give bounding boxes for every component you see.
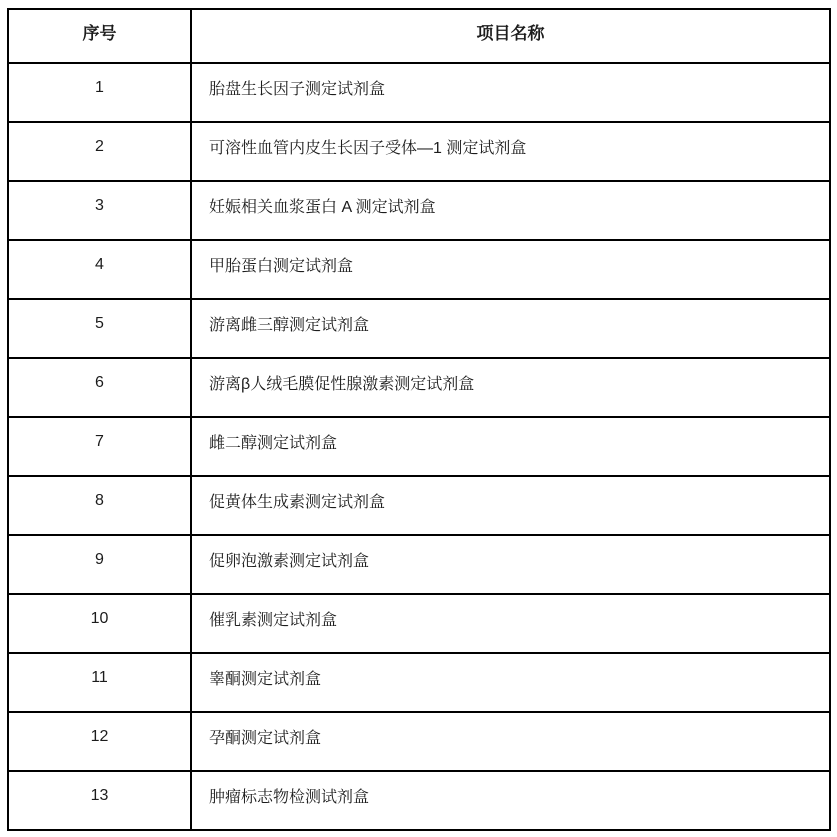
table-row [8, 712, 830, 771]
project-name-cell: 游离β人绒毛膜促性腺激素测定试剂盒 [191, 358, 830, 417]
project-name-cell: 甲胎蛋白测定试剂盒 [191, 240, 830, 299]
project-name-cell: 妊娠相关血浆蛋白 A 测定试剂盒 [191, 181, 830, 240]
project-name-cell: 催乳素测定试剂盒 [191, 594, 830, 653]
serial-cell: 8 [8, 476, 191, 535]
project-name-cell: 游离雌三醇测定试剂盒 [191, 299, 830, 358]
table-row [8, 771, 830, 830]
serial-cell: 5 [8, 299, 191, 358]
table-row [8, 476, 830, 535]
serial-cell: 3 [8, 181, 191, 240]
serial-cell: 6 [8, 358, 191, 417]
table-row [8, 358, 830, 417]
serial-cell: 12 [8, 712, 191, 771]
table-row [8, 653, 830, 712]
table-row [8, 594, 830, 653]
serial-cell: 4 [8, 240, 191, 299]
table-row [8, 535, 830, 594]
table-row [8, 240, 830, 299]
serial-cell: 11 [8, 653, 191, 712]
table-row [8, 417, 830, 476]
serial-cell: 1 [8, 63, 191, 122]
table-header-row [8, 9, 830, 63]
project-name-cell: 胎盘生长因子测定试剂盒 [191, 63, 830, 122]
project-name-cell: 可溶性血管内皮生长因子受体—1 测定试剂盒 [191, 122, 830, 181]
project-name-cell: 促卵泡激素测定试剂盒 [191, 535, 830, 594]
project-name-cell: 睾酮测定试剂盒 [191, 653, 830, 712]
serial-cell: 7 [8, 417, 191, 476]
table-row [8, 181, 830, 240]
serial-cell: 2 [8, 122, 191, 181]
column-header-serial: 序号 [8, 9, 191, 63]
project-name-cell: 肿瘤标志物检测试剂盒 [191, 771, 830, 830]
serial-cell: 10 [8, 594, 191, 653]
serial-cell: 9 [8, 535, 191, 594]
column-header-project-name: 项目名称 [191, 9, 830, 63]
serial-cell: 13 [8, 771, 191, 830]
project-name-cell: 孕酮测定试剂盒 [191, 712, 830, 771]
project-name-cell: 促黄体生成素测定试剂盒 [191, 476, 830, 535]
table-row [8, 122, 830, 181]
project-name-cell: 雌二醇测定试剂盒 [191, 417, 830, 476]
reagent-kit-table [7, 8, 831, 831]
table-row [8, 299, 830, 358]
table-row [8, 63, 830, 122]
